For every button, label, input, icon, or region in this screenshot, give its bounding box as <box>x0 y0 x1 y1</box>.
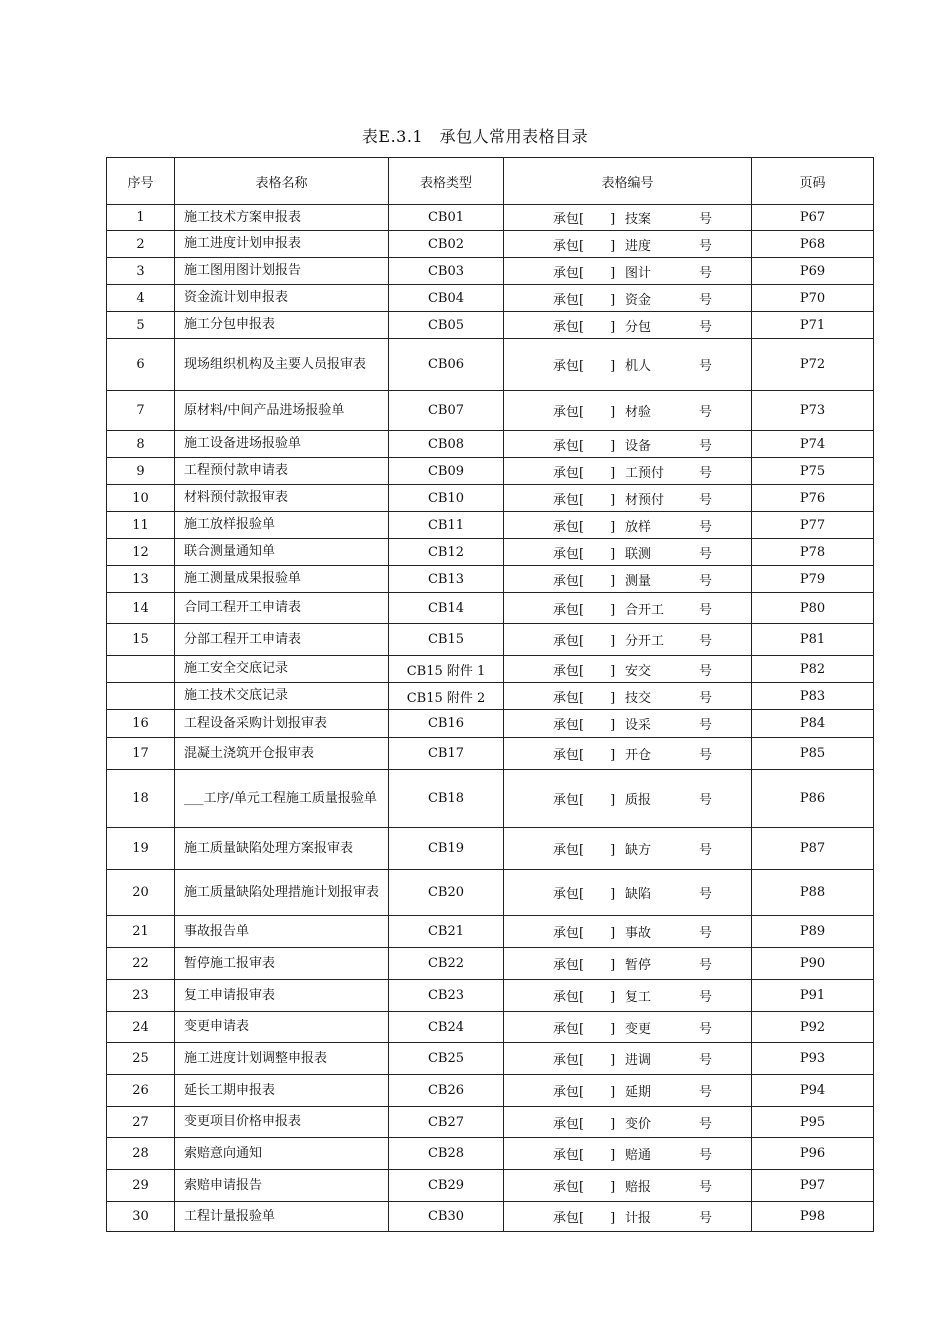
cell-serial: 29 <box>107 1170 175 1202</box>
code-prefix: 承包[ ] <box>553 1180 616 1195</box>
cell-page: P86 <box>752 770 874 828</box>
cell-page: P70 <box>752 285 874 312</box>
code-suffix: 号 <box>699 1211 713 1226</box>
cell-form-code <box>504 1043 752 1075</box>
cell-page: P71 <box>752 312 874 339</box>
cell-serial: 28 <box>107 1138 175 1170</box>
cell-page: P68 <box>752 231 874 258</box>
table-row <box>107 285 874 312</box>
cell-form-type: CB03 <box>389 258 504 285</box>
cell-form-code <box>504 205 752 231</box>
table-row <box>107 916 874 948</box>
code-prefix: 承包[ ] <box>553 546 616 562</box>
cell-serial: 27 <box>107 1107 175 1138</box>
code-abbrev: 事故 <box>625 926 652 941</box>
code-abbrev: 放样 <box>625 519 652 535</box>
form-catalog-table <box>106 157 874 1232</box>
code-suffix: 号 <box>699 1116 713 1132</box>
cell-serial: 20 <box>107 870 175 916</box>
cell-page: P77 <box>752 512 874 539</box>
cell-form-code <box>504 828 752 870</box>
cell-form-name: 材料预付款报审表 <box>175 485 389 512</box>
cell-form-type: CB25 <box>389 1043 504 1075</box>
cell-form-code <box>504 258 752 285</box>
code-abbrev: 缺陷 <box>625 887 652 902</box>
cell-form-code <box>504 458 752 485</box>
table-row <box>107 593 874 624</box>
code-abbrev: 变更 <box>625 1021 652 1037</box>
cell-page: P74 <box>752 431 874 458</box>
code-prefix: 承包[ ] <box>553 748 616 763</box>
code-abbrev: 计报 <box>625 1211 652 1226</box>
cell-form-code <box>504 391 752 431</box>
cell-serial: 7 <box>107 391 175 431</box>
code-abbrev: 合开工 <box>625 602 665 618</box>
cell-serial: 4 <box>107 285 175 312</box>
cell-form-type: CB11 <box>389 512 504 539</box>
cell-form-name: 工程预付款申请表 <box>175 458 389 485</box>
cell-form-type: CB15 附件 2 <box>389 683 504 710</box>
code-prefix: 承包[ ] <box>553 663 616 679</box>
code-prefix: 承包[ ] <box>553 1021 616 1037</box>
code-prefix: 承包[ ] <box>553 212 616 227</box>
code-prefix: 承包[ ] <box>553 465 616 481</box>
header-form-name: 表格名称 <box>175 158 389 205</box>
cell-serial: 11 <box>107 512 175 539</box>
code-abbrev: 延期 <box>625 1085 652 1100</box>
cell-form-code <box>504 1170 752 1202</box>
cell-form-type: CB02 <box>389 231 504 258</box>
code-suffix: 号 <box>699 843 713 858</box>
cell-page: P97 <box>752 1170 874 1202</box>
code-suffix: 号 <box>699 634 713 649</box>
code-prefix: 承包[ ] <box>553 990 616 1005</box>
code-abbrev: 材验 <box>625 405 652 420</box>
cell-form-code <box>504 683 752 710</box>
cell-serial: 26 <box>107 1075 175 1107</box>
code-suffix: 号 <box>699 602 713 618</box>
cell-serial: 18 <box>107 770 175 828</box>
code-suffix: 号 <box>699 465 713 481</box>
cell-form-code <box>504 312 752 339</box>
cell-form-code <box>504 1012 752 1043</box>
cell-serial: 16 <box>107 710 175 738</box>
cell-serial <box>107 683 175 710</box>
cell-page: P72 <box>752 339 874 391</box>
cell-serial: 17 <box>107 738 175 770</box>
table-row <box>107 828 874 870</box>
cell-serial: 15 <box>107 624 175 656</box>
cell-form-code <box>504 1107 752 1138</box>
cell-form-type: CB29 <box>389 1170 504 1202</box>
code-prefix: 承包[ ] <box>553 359 616 374</box>
code-abbrev: 赔报 <box>625 1180 652 1195</box>
cell-serial: 8 <box>107 431 175 458</box>
cell-form-code <box>504 738 752 770</box>
cell-form-name: 现场组织机构及主要人员报审表 <box>175 339 389 391</box>
cell-form-name: 分部工程开工申请表 <box>175 624 389 656</box>
cell-form-name: 施工技术方案申报表 <box>175 205 389 231</box>
code-abbrev: 设备 <box>625 438 652 454</box>
code-prefix: 承包[ ] <box>553 1211 616 1226</box>
cell-serial: 5 <box>107 312 175 339</box>
code-suffix: 号 <box>699 958 713 973</box>
cell-page: P93 <box>752 1043 874 1075</box>
cell-form-type: CB05 <box>389 312 504 339</box>
code-prefix: 承包[ ] <box>553 602 616 618</box>
cell-serial: 24 <box>107 1012 175 1043</box>
code-abbrev: 缺方 <box>625 843 652 858</box>
code-abbrev: 机人 <box>625 359 652 374</box>
code-prefix: 承包[ ] <box>553 690 616 706</box>
table-row <box>107 870 874 916</box>
cell-form-type: CB24 <box>389 1012 504 1043</box>
table-row <box>107 1107 874 1138</box>
cell-form-type: CB20 <box>389 870 504 916</box>
table-row <box>107 431 874 458</box>
cell-form-name: 索赔申请报告 <box>175 1170 389 1202</box>
header-page: 页码 <box>752 158 874 205</box>
table-row <box>107 1202 874 1232</box>
cell-form-name: 延长工期申报表 <box>175 1075 389 1107</box>
code-suffix: 号 <box>699 405 713 420</box>
cell-form-name: 事故报告单 <box>175 916 389 948</box>
code-abbrev: 工预付 <box>625 465 665 481</box>
cell-form-type: CB19 <box>389 828 504 870</box>
cell-form-type: CB14 <box>389 593 504 624</box>
cell-form-name: 施工安全交底记录 <box>175 656 389 683</box>
cell-form-name: 施工质量缺陷处理措施计划报审表 <box>175 870 389 916</box>
cell-form-code <box>504 656 752 683</box>
table-row <box>107 1043 874 1075</box>
cell-form-code <box>504 948 752 980</box>
cell-serial: 22 <box>107 948 175 980</box>
cell-form-code <box>504 1075 752 1107</box>
table-row <box>107 948 874 980</box>
cell-form-type: CB15 <box>389 624 504 656</box>
code-abbrev: 技案 <box>625 212 652 227</box>
cell-form-code <box>504 512 752 539</box>
cell-page: P91 <box>752 980 874 1012</box>
code-abbrev: 赔通 <box>625 1148 652 1163</box>
cell-form-code <box>504 980 752 1012</box>
code-abbrev: 变价 <box>625 1116 652 1132</box>
code-suffix: 号 <box>699 1180 713 1195</box>
cell-form-type: CB06 <box>389 339 504 391</box>
cell-page: P81 <box>752 624 874 656</box>
cell-page: P85 <box>752 738 874 770</box>
cell-form-type: CB28 <box>389 1138 504 1170</box>
cell-page: P67 <box>752 205 874 231</box>
code-suffix: 号 <box>699 212 713 227</box>
code-suffix: 号 <box>699 438 713 454</box>
code-suffix: 号 <box>699 793 713 808</box>
cell-form-name: 施工设备进场报验单 <box>175 431 389 458</box>
code-prefix: 承包[ ] <box>553 887 616 902</box>
code-abbrev: 安交 <box>625 663 652 679</box>
table-row <box>107 231 874 258</box>
table-row <box>107 738 874 770</box>
cell-form-type: CB26 <box>389 1075 504 1107</box>
cell-serial <box>107 656 175 683</box>
code-suffix: 号 <box>699 1085 713 1100</box>
cell-page: P80 <box>752 593 874 624</box>
code-prefix: 承包[ ] <box>553 492 616 508</box>
table-row <box>107 205 874 231</box>
cell-form-name: 施工图用图计划报告 <box>175 258 389 285</box>
cell-form-type: CB01 <box>389 205 504 231</box>
cell-form-code <box>504 539 752 566</box>
table-row <box>107 458 874 485</box>
table-body <box>107 205 874 1232</box>
cell-form-type: CB12 <box>389 539 504 566</box>
code-suffix: 号 <box>699 238 713 254</box>
code-prefix: 承包[ ] <box>553 718 616 733</box>
cell-page: P94 <box>752 1075 874 1107</box>
cell-serial: 10 <box>107 485 175 512</box>
cell-page: P95 <box>752 1107 874 1138</box>
cell-form-type: CB08 <box>389 431 504 458</box>
cell-form-type: CB18 <box>389 770 504 828</box>
cell-page: P87 <box>752 828 874 870</box>
code-abbrev: 进调 <box>625 1053 652 1068</box>
code-suffix: 号 <box>699 519 713 535</box>
code-abbrev: 进度 <box>625 238 652 254</box>
table-row <box>107 770 874 828</box>
code-abbrev: 分开工 <box>625 634 665 649</box>
code-prefix: 承包[ ] <box>553 926 616 941</box>
cell-page: P73 <box>752 391 874 431</box>
code-suffix: 号 <box>699 690 713 706</box>
cell-serial: 2 <box>107 231 175 258</box>
cell-form-type: CB27 <box>389 1107 504 1138</box>
cell-form-type: CB22 <box>389 948 504 980</box>
cell-page: P89 <box>752 916 874 948</box>
cell-serial: 21 <box>107 916 175 948</box>
cell-form-name: 施工技术交底记录 <box>175 683 389 710</box>
code-abbrev: 资金 <box>625 292 652 308</box>
table-row <box>107 1170 874 1202</box>
cell-form-type: CB04 <box>389 285 504 312</box>
cell-form-type: CB17 <box>389 738 504 770</box>
cell-form-name: 工程计量报验单 <box>175 1202 389 1232</box>
cell-form-name: 施工分包申报表 <box>175 312 389 339</box>
cell-form-name: ___工序/单元工程施工质量报验单 <box>175 770 389 828</box>
code-suffix: 号 <box>699 573 713 589</box>
cell-form-type: CB16 <box>389 710 504 738</box>
table-row <box>107 1075 874 1107</box>
cell-serial: 6 <box>107 339 175 391</box>
cell-form-code <box>504 710 752 738</box>
header-form-type: 表格类型 <box>389 158 504 205</box>
cell-form-type: CB10 <box>389 485 504 512</box>
cell-page: P84 <box>752 710 874 738</box>
cell-page: P76 <box>752 485 874 512</box>
code-abbrev: 复工 <box>625 990 652 1005</box>
code-suffix: 号 <box>699 292 713 308</box>
cell-serial: 13 <box>107 566 175 593</box>
cell-form-code <box>504 1138 752 1170</box>
cell-form-name: 施工质量缺陷处理方案报审表 <box>175 828 389 870</box>
code-abbrev: 技交 <box>625 690 652 706</box>
cell-page: P69 <box>752 258 874 285</box>
cell-page: P79 <box>752 566 874 593</box>
cell-form-name: 资金流计划申报表 <box>175 285 389 312</box>
cell-form-type: CB09 <box>389 458 504 485</box>
code-prefix: 承包[ ] <box>553 265 616 281</box>
cell-form-code <box>504 431 752 458</box>
cell-serial: 12 <box>107 539 175 566</box>
code-suffix: 号 <box>699 546 713 562</box>
code-suffix: 号 <box>699 265 713 281</box>
cell-form-name: 混凝土浇筑开仓报审表 <box>175 738 389 770</box>
code-suffix: 号 <box>699 718 713 733</box>
table-row <box>107 980 874 1012</box>
cell-page: P98 <box>752 1202 874 1232</box>
code-prefix: 承包[ ] <box>553 519 616 535</box>
code-prefix: 承包[ ] <box>553 292 616 308</box>
code-prefix: 承包[ ] <box>553 634 616 649</box>
table-row <box>107 710 874 738</box>
code-suffix: 号 <box>699 926 713 941</box>
code-suffix: 号 <box>699 663 713 679</box>
code-abbrev: 设采 <box>625 718 652 733</box>
cell-form-name: 工程设备采购计划报审表 <box>175 710 389 738</box>
cell-form-code <box>504 870 752 916</box>
cell-page: P96 <box>752 1138 874 1170</box>
cell-form-type: CB23 <box>389 980 504 1012</box>
table-row <box>107 512 874 539</box>
code-abbrev: 图计 <box>625 265 652 281</box>
code-prefix: 承包[ ] <box>553 405 616 420</box>
cell-form-code <box>504 285 752 312</box>
code-prefix: 承包[ ] <box>553 793 616 808</box>
cell-form-type: CB30 <box>389 1202 504 1232</box>
cell-serial: 25 <box>107 1043 175 1075</box>
code-prefix: 承包[ ] <box>553 1116 616 1132</box>
code-prefix: 承包[ ] <box>553 958 616 973</box>
code-prefix: 承包[ ] <box>553 1085 616 1100</box>
table-row <box>107 485 874 512</box>
table-row <box>107 1138 874 1170</box>
cell-form-code <box>504 593 752 624</box>
cell-page: P78 <box>752 539 874 566</box>
cell-form-name: 暂停施工报审表 <box>175 948 389 980</box>
cell-form-name: 施工测量成果报验单 <box>175 566 389 593</box>
cell-form-code <box>504 566 752 593</box>
table-row <box>107 312 874 339</box>
cell-form-name: 变更项目价格申报表 <box>175 1107 389 1138</box>
code-suffix: 号 <box>699 359 713 374</box>
cell-page: P83 <box>752 683 874 710</box>
code-abbrev: 分包 <box>625 319 652 335</box>
cell-form-name: 联合测量通知单 <box>175 539 389 566</box>
cell-form-code <box>504 339 752 391</box>
cell-form-name: 合同工程开工申请表 <box>175 593 389 624</box>
table-row <box>107 566 874 593</box>
table-row <box>107 539 874 566</box>
table-row <box>107 258 874 285</box>
code-prefix: 承包[ ] <box>553 1053 616 1068</box>
code-suffix: 号 <box>699 887 713 902</box>
code-suffix: 号 <box>699 492 713 508</box>
code-abbrev: 测量 <box>625 573 652 589</box>
cell-form-type: CB15 附件 1 <box>389 656 504 683</box>
header-form-code: 表格编号 <box>504 158 752 205</box>
cell-page: P90 <box>752 948 874 980</box>
code-suffix: 号 <box>699 1021 713 1037</box>
code-abbrev: 质报 <box>625 793 652 808</box>
cell-form-name: 复工申请报审表 <box>175 980 389 1012</box>
code-suffix: 号 <box>699 748 713 763</box>
header-serial: 序号 <box>107 158 175 205</box>
cell-serial: 23 <box>107 980 175 1012</box>
cell-form-code <box>504 485 752 512</box>
cell-serial: 1 <box>107 205 175 231</box>
cell-form-type: CB13 <box>389 566 504 593</box>
cell-serial: 30 <box>107 1202 175 1232</box>
cell-page: P82 <box>752 656 874 683</box>
code-suffix: 号 <box>699 319 713 335</box>
cell-serial: 9 <box>107 458 175 485</box>
cell-serial: 19 <box>107 828 175 870</box>
table-row <box>107 1012 874 1043</box>
cell-form-code <box>504 770 752 828</box>
code-abbrev: 开仓 <box>625 748 652 763</box>
cell-form-type: CB21 <box>389 916 504 948</box>
cell-form-code <box>504 1202 752 1232</box>
cell-form-code <box>504 624 752 656</box>
page-title: 表E.3.1 承包人常用表格目录 <box>361 127 589 146</box>
cell-form-name: 索赔意向通知 <box>175 1138 389 1170</box>
code-abbrev: 暂停 <box>625 958 652 973</box>
code-prefix: 承包[ ] <box>553 238 616 254</box>
code-prefix: 承包[ ] <box>553 843 616 858</box>
cell-form-name: 变更申请表 <box>175 1012 389 1043</box>
table-row <box>107 624 874 656</box>
code-abbrev: 联测 <box>625 546 652 562</box>
code-prefix: 承包[ ] <box>553 573 616 589</box>
code-suffix: 号 <box>699 1053 713 1068</box>
code-prefix: 承包[ ] <box>553 438 616 454</box>
table-header-row <box>107 158 874 205</box>
cell-page: P75 <box>752 458 874 485</box>
cell-form-name: 施工进度计划调整申报表 <box>175 1043 389 1075</box>
cell-form-name: 原材料/中间产品进场报验单 <box>175 391 389 431</box>
code-prefix: 承包[ ] <box>553 1148 616 1163</box>
code-prefix: 承包[ ] <box>553 319 616 335</box>
table-row <box>107 683 874 710</box>
cell-form-type: CB07 <box>389 391 504 431</box>
cell-serial: 14 <box>107 593 175 624</box>
table-row <box>107 339 874 391</box>
cell-page: P88 <box>752 870 874 916</box>
cell-page: P92 <box>752 1012 874 1043</box>
cell-form-name: 施工放样报验单 <box>175 512 389 539</box>
cell-form-code <box>504 916 752 948</box>
table-row <box>107 391 874 431</box>
cell-form-name: 施工进度计划申报表 <box>175 231 389 258</box>
cell-serial: 3 <box>107 258 175 285</box>
cell-form-code <box>504 231 752 258</box>
code-abbrev: 材预付 <box>625 492 665 508</box>
code-suffix: 号 <box>699 990 713 1005</box>
table-row <box>107 656 874 683</box>
code-suffix: 号 <box>699 1148 713 1163</box>
